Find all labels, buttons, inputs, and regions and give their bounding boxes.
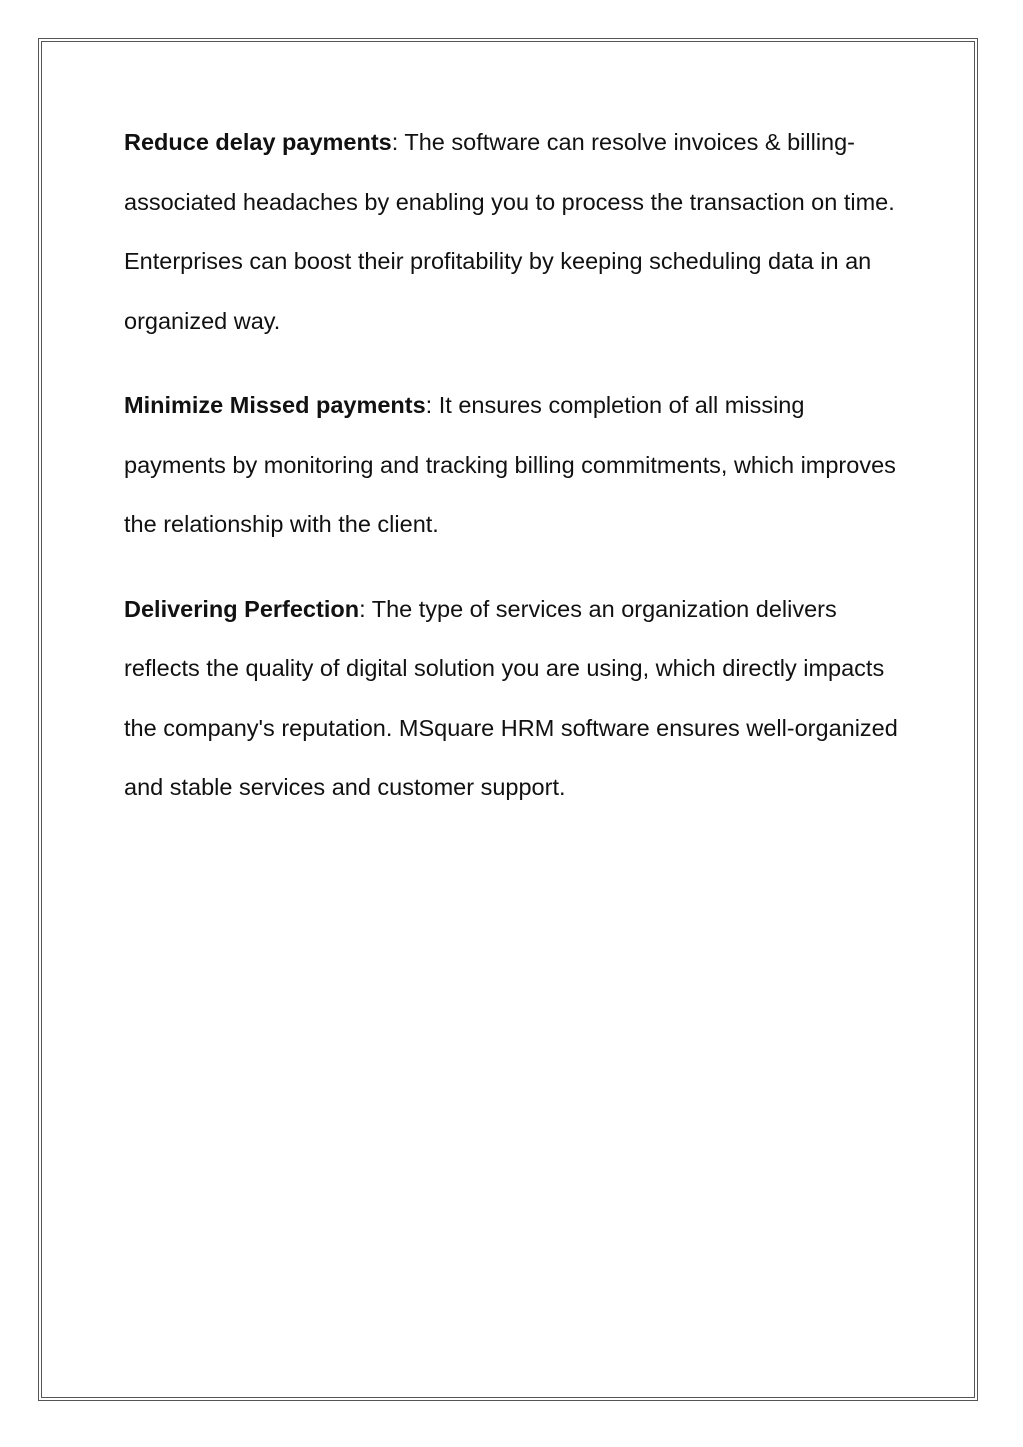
document-body [124, 113, 899, 843]
paragraph-term: Reduce delay payments [124, 129, 392, 155]
paragraph-reduce-delay-payments [124, 113, 899, 351]
paragraph-text: : It ensures completion of all missing payments by monitoring and tracking billing commitments, which improves the relationship with the client. [124, 392, 896, 537]
paragraph-term: Delivering Perfection [124, 595, 360, 622]
paragraph-minimize-missed-payments [124, 376, 899, 555]
paragraph-text: : The type of services an organization delivers reflects the quality of digital solution you are using, which directly impacts the company's reputation. MSquare HRM software ensures well-organized and stable services and customer support. [124, 595, 898, 800]
paragraph-delivering-perfection [124, 580, 899, 818]
paragraph-text: : The software can resolve invoices & billing-associated headaches by enabling you to process the transaction on time. Enterprises can boost their profitability by keeping scheduling data in an organized way. [124, 129, 895, 334]
paragraph-term: Minimize Missed payments [124, 392, 426, 418]
